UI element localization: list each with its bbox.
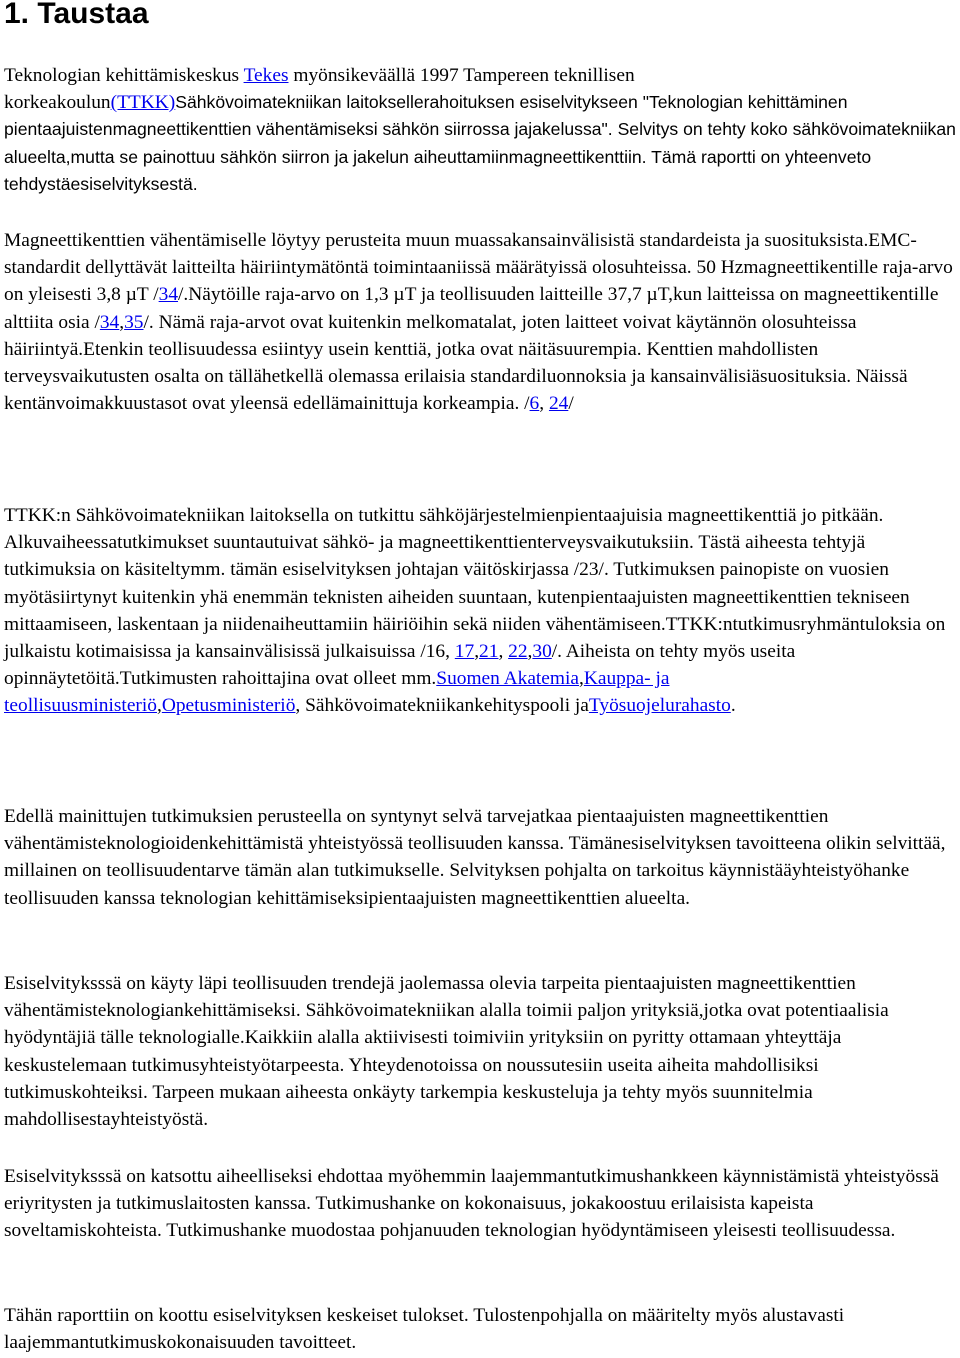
section-heading: 1. Taustaa bbox=[4, 0, 149, 30]
ref-link-17[interactable]: 17 bbox=[454, 641, 475, 663]
text: /.Näytöille raja-arvo on 1,3 µT ja teollisuuden laitteille 37,7 µT,kun laitteissa on magneettikentille alttiita osia / bbox=[4, 284, 939, 333]
paragraph-background bbox=[4, 62, 960, 198]
text: / bbox=[568, 393, 574, 415]
text: Teknologian kehittämiskeskus bbox=[4, 65, 244, 86]
text: Magneettikenttien vähentämiselle löytyy perusteita muun muassakansainvälisistä standardeista ja suosituksista.EMC-standardit dellyttävät laitteilta häiriintymätöntä toimintaaniissä määrätyissä olosuhteissa. 50 Hzmagneettikentille raja-arvo on yleisesti 3,8 µT / bbox=[4, 230, 953, 306]
link-suomen-akatemia[interactable]: Suomen Akatemia bbox=[436, 668, 579, 690]
text-sans: Sähkövoimatekniikan laitoksellerahoituksen esiselvitykseen "Teknologian kehittäminen pientaajuistenmagneettikenttien vähentämiseksi sähkön siirrossa jajakelussa". Selvitys on tehty koko sähkövoimatekniikan alueelta,mutta se painottuu sähkön siirron ja jakelun aiheuttamiinmagneettikenttiin. Tämä raportti on yhteenveto tehdystäesiselvityksestä. bbox=[4, 92, 956, 194]
ref-link-35[interactable]: 35 bbox=[124, 311, 144, 333]
paragraph-need: Edellä mainittujen tutkimuksien perusteella on syntynyt selvä tarvejatkaa pientaajuisten magneettikenttien vähentämisteknologioidenkehittämistä yhteistyössä teollisuuden kanssa. Tämänesiselvityksen tavoitteena olikin selvittää, millainen on teollisuudentarve tämän alan tutkimukselle. Selvityksen pohjalta on tarkoitus käynnistääyhteistyöhanke teollisuuden kanssa teknologian kehittämiseksipientaajuisten magneettikenttien alueelta. bbox=[4, 806, 946, 909]
text: , bbox=[474, 641, 480, 663]
text: , bbox=[498, 641, 509, 663]
text: , bbox=[119, 311, 125, 333]
text: myönsikeväällä 1997 Tampereen teknillisen korkeakoulun bbox=[4, 65, 635, 114]
ref-link-30[interactable]: 30 bbox=[532, 641, 552, 663]
ref-link-21[interactable]: 21 bbox=[479, 641, 499, 663]
paragraph-trends: Esiselvityksssä on käyty läpi teollisuuden trendejä jaolemassa olevia tarpeita pientaajuisten magneettikenttien vähentämisteknologiankehittämiseksi. Sähkövoimatekniikan alalla toimii paljon yrityksiä,jotka ovat potentiaalisia hyödyntäjiä tälle teknologialle.Kaikkiin alalla aktiivisesti toimiviin yrityksiin on pyritty ottamaan yhteyttäja keskustelemaan tutkimusyhteistyötarpeesta. Yhteydenotoissa on noussutesiin useita aiheita mahdollisiksi tutkimuskohteiksi. Tarpeen mukaan aiheesta onkäyty tarkempia keskusteluja ja tehty myös suunnitelmia mahdollisestayhteistyöstä. bbox=[4, 973, 889, 1131]
ref-link-6[interactable]: 6 bbox=[529, 393, 540, 415]
text: , bbox=[539, 393, 549, 415]
text: /. Nämä raja-arvot ovat kuitenkin melkomatalat, joten laitteet voivat käytännön olosuhteissa häiriintyä.Etenkin teollisuudessa esiintyy usein kenttiä, jotka ovat näitäsuurempia. Kenttien mahdollisten terveysvaikutusten osalta on tällähetkellä olemassa erilaisia standardiluonnoksia ja kansainvälisiäsuosituksia. Näissä kentänvoimakkuustasot ovat yleensä edellämainittuja korkeampia. / bbox=[4, 311, 908, 415]
text: . bbox=[730, 695, 736, 717]
ref-link-34[interactable]: 34 bbox=[158, 284, 179, 306]
text: /. Aiheista on tehty myös useita opinnäytetöitä.Tutkimusten rahoittajina ovat olleet mm. bbox=[4, 641, 796, 690]
link-tekes[interactable]: Tekes bbox=[243, 65, 289, 86]
text: , bbox=[579, 668, 584, 690]
paragraph-standards bbox=[4, 227, 960, 417]
text: TTKK:n Sähkövoimatekniikan laitoksella on tutkittu sähköjärjestelmienpientaajuisia magneettikenttiä jo pitkään. Alkuvaiheessatutkimukset suuntautuivat sähkö- ja magneettikenttienterveysvaikutuksiin. Tästä aiheesta tehtyjä tutkimuksia on käsiteltymm. tämän esiselvityksen johtajan väitöskirjassa /23/. Tutkimuksen painopiste on vuosien myötäsiirtynyt kuitenkin yhä enemmän teknisten aiheiden suuntaan, kutenpientaajuisten magneettikenttien tekniseen mittaamiseen, laskentaan ja niidenaiheuttamiin häiriöihin sekä niiden vähentämiseen.TTKK:ntutkimusryhmäntuloksia on julkaistu kotimaisissa ja kansainvälisissä julkaisuissa /16, bbox=[4, 505, 946, 663]
paragraph-proposal: Esiselvityksssä on katsottu aiheelliseksi ehdottaa myöhemmin laajemmantutkimushankkeen käynnistämistä yhteistyössä eriyritysten ja tutkimuslaitosten kanssa. Tutkimushanke on kokonaisuus, jokakoostuu erilaisista kapeista soveltamiskohteista. Tutkimushanke muodostaa pohjanuuden teknologian hyödyntämiseen yleisesti teollisuudessa. bbox=[4, 1166, 939, 1242]
link-kauppa-ja-teollisuusministerio[interactable]: Kauppa- ja teollisuusministeriö bbox=[4, 668, 670, 717]
text: , bbox=[527, 641, 533, 663]
link-tyosuojelurahasto[interactable]: Työsuojelurahasto bbox=[588, 695, 731, 717]
ref-link-34[interactable]: 34 bbox=[99, 311, 120, 333]
ref-link-22[interactable]: 22 bbox=[508, 641, 528, 663]
link-ttkk[interactable]: (TTKK) bbox=[110, 92, 176, 114]
ref-link-24[interactable]: 24 bbox=[548, 393, 569, 415]
text: , bbox=[156, 695, 162, 717]
paragraph-research bbox=[4, 502, 960, 720]
link-opetusministerio[interactable]: Opetusministeriö bbox=[161, 695, 296, 717]
paragraph-summary: Tähän raporttiin on koottu esiselvityksen keskeiset tulokset. Tulostenpohjalla on määritelty myös alustavasti laajemmantutkimuskokonaisuuden tavoitteet. bbox=[4, 1305, 845, 1354]
text: , Sähkövoimatekniikankehityspooli ja bbox=[295, 695, 589, 717]
